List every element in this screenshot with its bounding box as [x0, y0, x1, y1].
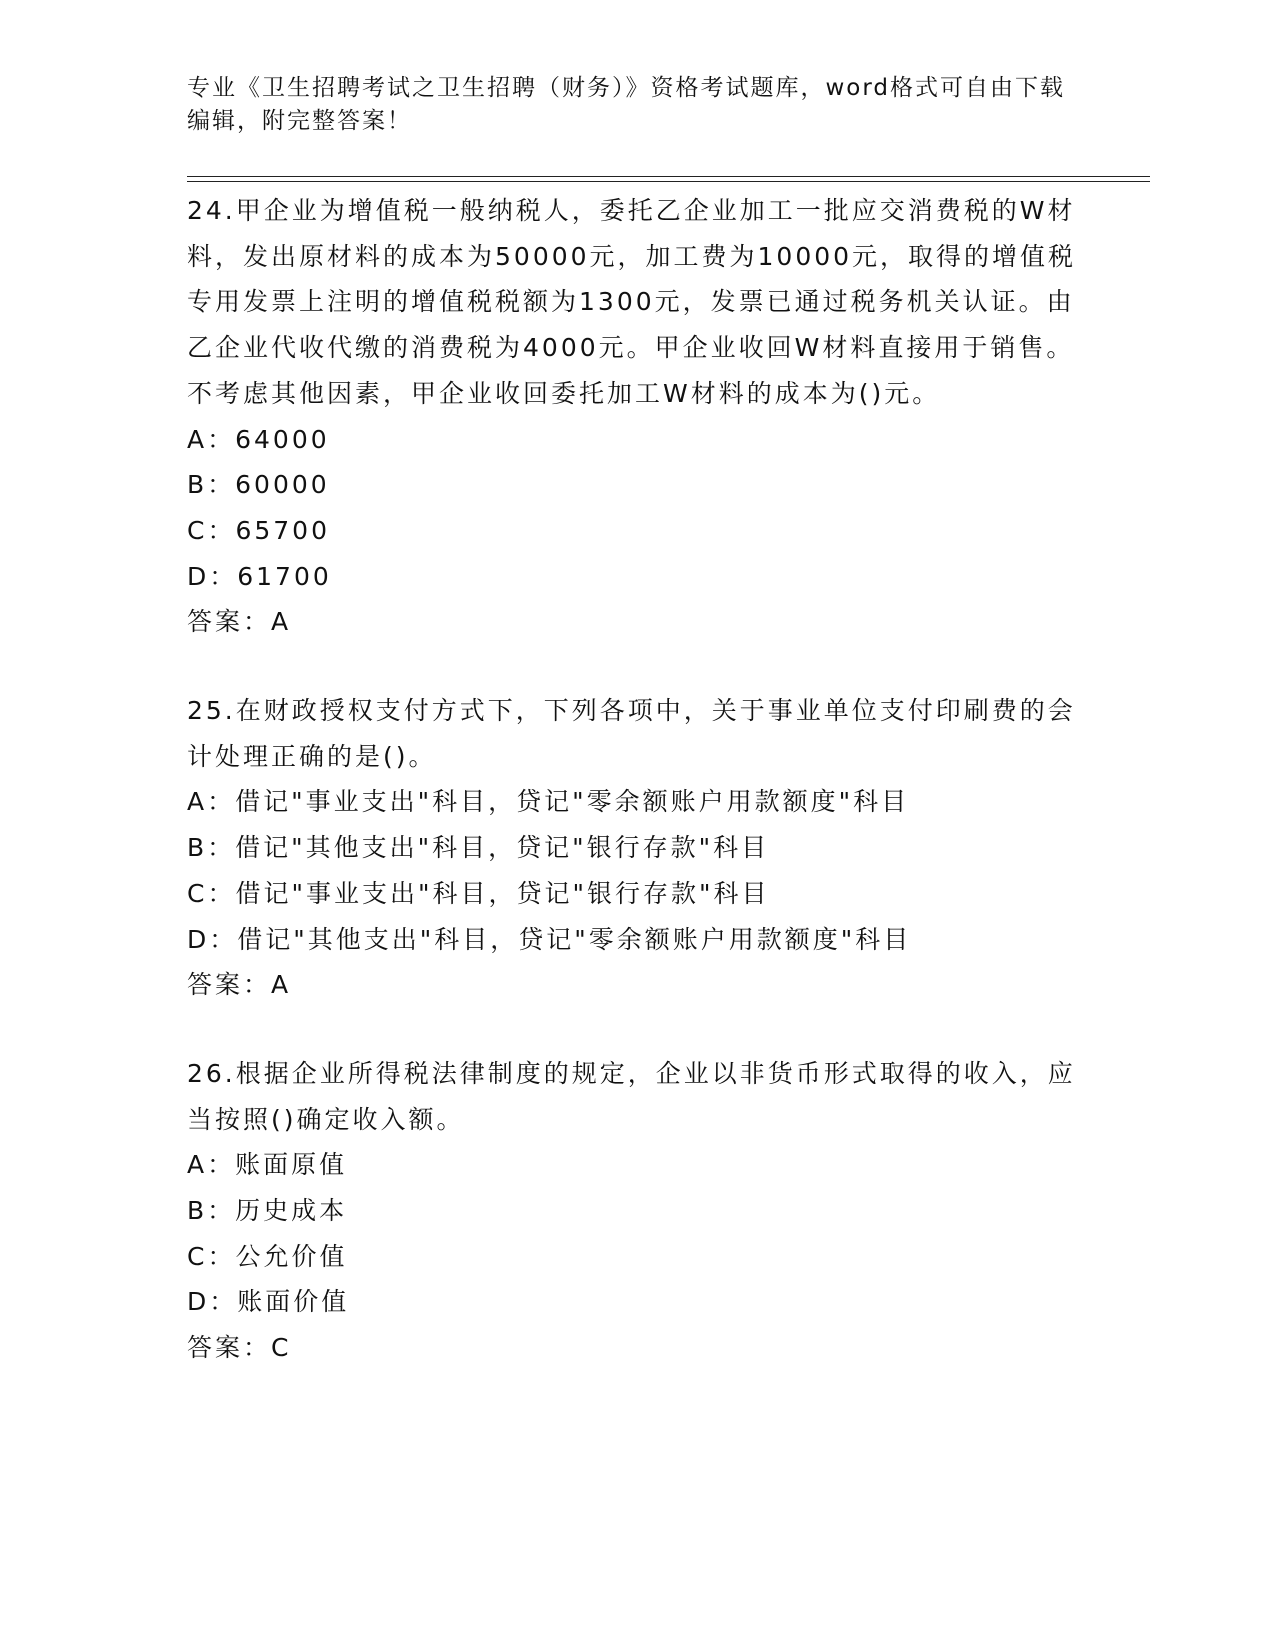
answer: 答案：A — [187, 970, 292, 1000]
question-stem: 24.甲企业为增值税一般纳税人，委托乙企业加工一批应交消费税的W材料，发出原材料的成本为50000元，加工费为10000元，取得的增值税专用发票上注明的增值税税额为1300元，发票已通过税务机关认证。由乙企业代收代缴的消费税为4000元。甲企业收回W材料直接用于销售。不考虑其他因素，甲企业收回委托加工W材料的成本为()元。 — [187, 196, 1077, 408]
option-c: C：借记"事业支出"科目，贷记"银行存款"科目 — [187, 878, 770, 908]
question-24 — [187, 188, 1087, 645]
header-divider-top — [187, 176, 1150, 177]
option-c: C：公允价值 — [187, 1241, 348, 1271]
option-a: A：借记"事业支出"科目，贷记"零余额账户用款额度"科目 — [187, 787, 910, 817]
option-a: A：账面原值 — [187, 1150, 348, 1180]
option-d: D：账面价值 — [187, 1287, 350, 1317]
option-b: B：60000 — [187, 470, 330, 500]
answer: 答案：A — [187, 607, 292, 637]
option-a: A：64000 — [187, 424, 330, 454]
question-spacer — [187, 645, 1087, 688]
question-25 — [187, 688, 1087, 1008]
header-divider-bottom — [187, 181, 1150, 182]
option-b: B：历史成本 — [187, 1196, 348, 1226]
option-c: C：65700 — [187, 515, 330, 545]
option-d: D：借记"其他支出"科目，贷记"零余额账户用款额度"科目 — [187, 924, 912, 954]
question-stem: 26.根据企业所得税法律制度的规定，企业以非货币形式取得的收入，应当按照()确定收入额。 — [187, 1058, 1076, 1134]
question-spacer — [187, 1008, 1087, 1051]
option-d: D：61700 — [187, 561, 332, 591]
answer: 答案：C — [187, 1333, 292, 1363]
document-header: 专业《卫生招聘考试之卫生招聘（财务）》资格考试题库，word格式可自由下载编辑，附完整答案！ — [187, 75, 1066, 134]
option-b: B：借记"其他支出"科目，贷记"银行存款"科目 — [187, 833, 770, 863]
question-stem: 25.在财政授权支付方式下，下列各项中，关于事业单位支付印刷费的会计处理正确的是()。 — [187, 696, 1076, 771]
question-26 — [187, 1051, 1087, 1371]
question-list — [187, 188, 1087, 1371]
